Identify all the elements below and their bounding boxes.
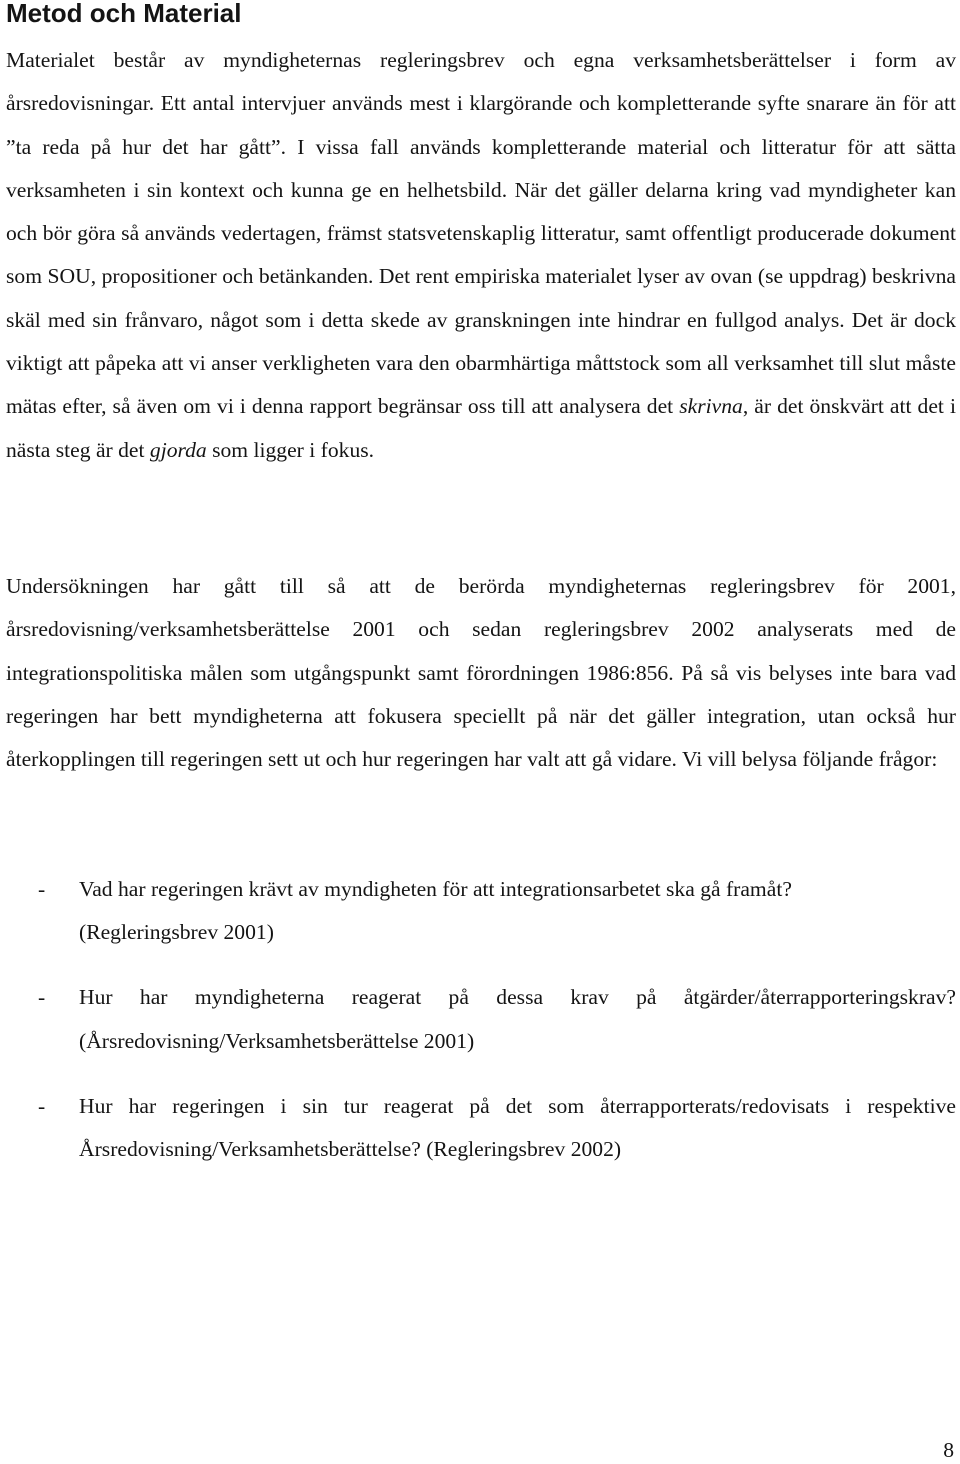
- question-source: (Regleringsbrev 2001): [79, 920, 274, 945]
- question-item: [6, 1085, 956, 1172]
- paragraph-text: Materialet består av myndigheternas regleringsbrev och egna verksamhetsberättelser i form av årsredovisningar. Ett antal intervjuer används mest i klargörande och kompletterande syfte snarare än för att ”ta reda på hur det har gått”. I vissa fall används kompletterande material och litteratur för att sätta verksamheten i sin kontext och kunna ge en helhetsbild. När det gäller delarna kring vad myndigheter kan och bör göra så används vedertagen, främst statsvetenskaplig litteratur, samt offentligt producerade dokument som SOU, propositioner och betänkanden. Det rent empiriska materialet lyser av ovan (se uppdrag) beskrivna skäl med sin frånvaro, något som i detta skede av granskningen inte hindrar en fullgod analys. Det är dock viktigt att påpeka att vi anser verkligheten vara den obarmhärtiga måttstock som all verksamhet till slut måste mätas efter, så även om vi i denna rapport begränsar oss till att analysera det: [6, 48, 956, 419]
- paragraph-investigation: Undersökningen har gått till så att de berörda myndigheternas regleringsbrev för 2001, årsredovisning/verksamhetsberättelse 2001 och sedan regleringsbrev 2002 analyserats med de integrationspolitiska målen som utgångspunkt samt förordningen 1986:856. På så vis belyses inte bara vad regeringen har bett myndigheterna att fokusera speciellt på när det gäller integration, utan också hur återkopplingen till regeringen sett ut och hur regeringen har valt att gå vidare. Vi vill belysa följande frågor:: [6, 574, 956, 772]
- question-source: (Årsredovisning/Verksamhetsberättelse 2001): [79, 1028, 475, 1053]
- page-number: 8: [943, 1438, 954, 1462]
- question-text: Vad har regeringen krävt av myndigheten för att integrationsarbetet ska gå framåt?: [79, 877, 792, 901]
- paragraph-method: [6, 39, 956, 472]
- section-heading: Metod och Material: [6, 0, 242, 28]
- question-text: Hur har regeringen i sin tur reagerat på det som återrapporterats/redovisats i respektive: [79, 1093, 956, 1118]
- question-source: Årsredovisning/Verksamhetsberättelse? (Regleringsbrev 2002): [79, 1136, 622, 1161]
- list-dash: -: [38, 877, 46, 901]
- question-text: Hur har myndigheterna reagerat på dessa krav på åtgärder/återrapporteringskrav?: [79, 985, 956, 1010]
- list-dash: -: [38, 1093, 46, 1118]
- list-dash: -: [38, 985, 46, 1010]
- question-item: [6, 868, 956, 955]
- question-item: [6, 976, 956, 1063]
- paragraph-text: , är det önskvärt att det i nästa steg är det: [6, 394, 956, 462]
- emphasis-text: skrivna: [679, 394, 743, 419]
- paragraph-text: som ligger i fokus.: [206, 437, 375, 462]
- question-list: [6, 868, 956, 1193]
- emphasis-text: gjorda: [149, 437, 207, 462]
